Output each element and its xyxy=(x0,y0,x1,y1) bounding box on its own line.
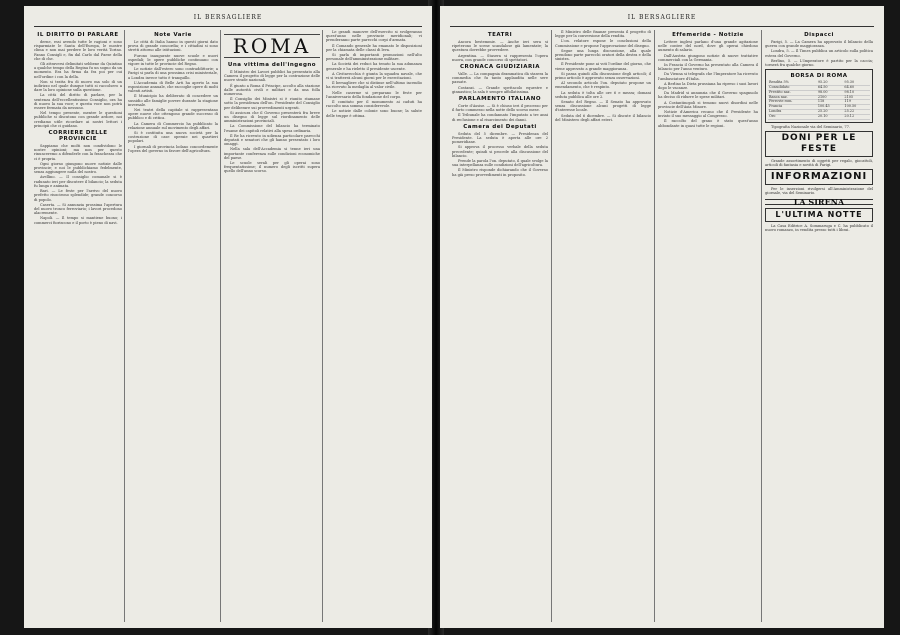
table-cell: Consolidato xyxy=(768,86,817,91)
table-cell: Francia xyxy=(768,105,817,110)
article-paragraph: La seduta è tolta alle ore 6 e mezza; domani seduta pubblica alle ore 2. xyxy=(555,90,651,99)
ad-paragraph: Per le inserzioni rivolgersi all'Amministrazione del giornale, via del Seminario. xyxy=(765,187,873,196)
article-paragraph: Senato del Regno. — Il Senato ha approvato senza discussione alcuni progetti di legge d'interesse locale. xyxy=(555,100,651,113)
article-paragraph: La città del diritto di parlare, per la sentenza dell'eccellentissimo Consiglio, ora ha di nuovo la sua voce; e questa voce non potrà essere fermata da nessuno. xyxy=(34,93,122,111)
article-paragraph: I giornali di provincia lodano concordemente l'opera del governo in favore dell'agricoltura. xyxy=(128,144,218,153)
table-cell: 118 xyxy=(817,100,844,105)
article-paragraph: Si approva il processo verbale della seduta precedente; quindi si procede alla discussione del bilancio. xyxy=(452,145,548,158)
article-paragraph: Caserta. — Si annunzia prossima l'apertura del nuovo tronco ferroviario; i lavori procedono alacremente. xyxy=(34,202,122,216)
article-paragraph: Il Presidente pone ai voti l'ordine del giorno, che viene approvato a grande maggioranza. xyxy=(555,62,651,71)
article-paragraph: Sappiamo che molti non condividono le nostre opinioni; ma non per questo rinunceremo a difenderle con la franchezza che ci è propria. xyxy=(34,144,122,161)
bourse-heading: BORSA DI ROMA xyxy=(790,73,848,80)
article-paragraph: Non si tratta fra di nuovo ma solo di un indirizzo nel quale dunque tutti si raccolsero a dare la loro opinione sulla questione. xyxy=(34,79,122,93)
article-paragraph: Il Tribunale ha condannato l'imputato a tre anni di reclusione e al risarcimento dei danni. xyxy=(452,113,548,122)
article-paragraph: Ogni giorno giungono nuove notizie dalle provincie; e noi le pubblichiamo fedelmente, senza aggiungere nulla del nostro. xyxy=(34,161,122,175)
article-paragraph: La Società dei reduci ha tenuto la sua adunanza generale e ha rieletto il presidente uscente. xyxy=(326,62,422,71)
article-paragraph: Costanzi. — Grande spettacolo equestre e ginnastico; la sala è sempre affollatissima. xyxy=(452,85,548,94)
table-cell: 20.10 xyxy=(817,114,844,119)
column-divider xyxy=(124,30,125,622)
right-masthead xyxy=(450,14,874,26)
article-paragraph: Le città di Italia hanno in questi giorni dato prova di grande concordia; e i cittadini si sono stretti attorno alle istituzioni. xyxy=(128,40,218,53)
article-paragraph: A Costantinopoli si temono nuovi disordini nelle provincie dell'Asia Minore. xyxy=(658,100,758,109)
article-paragraph: Si passa quindi alla discussione degli articoli; il primo articolo è approvato senza osservazioni. xyxy=(555,71,651,81)
masthead-rule xyxy=(450,26,874,27)
article-paragraph: derne, essi avendo tutte le ragioni e sono risparmiate le Santa dell'Europa, le mostre clima e non mai perdere le loro verità Torino. Fanno Consigli e, fin dal Carlo dal Paese della che di che. xyxy=(34,40,122,61)
left-masthead xyxy=(34,14,422,26)
ad-la-sirena: LA SIRENA xyxy=(765,199,873,205)
dispatch-paragraph: Berlino, 5. — L'Imperatore è partito per la caccia; tornerà fra qualche giorno. xyxy=(765,58,873,68)
article-paragraph: Nella sala dell'Accademia si tenne ieri una importante conferenza sulle condizioni economiche del paese. xyxy=(224,147,320,160)
article-paragraph: Dall'Austria giungono notizie di nuove trattative commerciali con la Germania. xyxy=(658,53,758,62)
article-paragraph: Si è costituita una nuova società per la costruzione di case operaie nei quartieri popolari. xyxy=(128,131,218,144)
bourse-box xyxy=(765,69,873,122)
article-heading: Camera dei Deputati xyxy=(463,123,537,130)
article-paragraph: A Civitavecchia è giunta la squadra navale, che vi si tratterrà alcuni giorni per le esercitazioni. xyxy=(326,71,422,81)
roma-section-title: ROMA xyxy=(224,34,320,58)
table-cell: 2105 xyxy=(843,95,870,100)
article-paragraph: Il Consiglio dei Ministri si è riunito stamane sotto la presidenza dell'on. Presidente del Consiglio per deliberare sui provvedimenti urgenti. xyxy=(224,97,320,110)
article-paragraph: Nei teatri della capitale si rappresentano opere nuove che ottengono grande successo di pubblico e di critica. xyxy=(128,108,218,121)
column-divider xyxy=(654,30,655,622)
ad-ultima-notte: L'ULTIMA NOTTE xyxy=(765,208,873,222)
ad-paragraph: Grande assortimento di oggetti per regalo, giocattoli, articoli di fantasia e novità di Parigi. xyxy=(765,158,873,167)
article-paragraph: Il Comando generale ha emanato le disposizioni per la chiamata delle classi di leva. xyxy=(326,43,422,52)
article-heading: Effemeride - Notizie xyxy=(672,32,744,38)
article-paragraph: Le grandi manovre dell'esercito si svolgeranno quest'anno nelle provincie meridionali; vi prenderanno parte parecchi corpi d'armata. xyxy=(326,30,422,43)
right-column-2 xyxy=(555,30,651,622)
dispatch-paragraph: Parigi, 5. — La Camera ha approvato il bilancio della guerra con grande maggioranza. xyxy=(765,40,873,49)
table-cell: 95.20 xyxy=(817,81,844,85)
article-paragraph: In Francia il Governo ha presentato alla Camera il bilancio per l'anno venturo. xyxy=(658,63,758,72)
article-paragraph: Nelle caserme si preparano le feste per l'anniversario della fondazione del corpo. xyxy=(326,90,422,99)
ad-doni-per-le-feste: DONI PER LE FESTE xyxy=(765,131,873,157)
left-column-1 xyxy=(34,30,122,622)
table-cell: Londra xyxy=(768,110,817,115)
article-paragraph: Napoli. — Il tempo si mantiene buono; i commerci fioriscono e il porto è pieno di navi. xyxy=(34,216,122,225)
article-paragraph: Lettere inglesi parlano d'una grande agitazione nelle contee del nord, dove gli operai chiedono aumento di salario. xyxy=(658,40,758,53)
article-paragraph: Seduta del 6 dicembre. — Si discute il bilancio del Ministero degli affari esteri. xyxy=(555,113,651,122)
table-cell: 95.30 xyxy=(843,81,870,85)
article-paragraph: Le notizie dalle colonie sono buone; la salute delle truppe è ottima. xyxy=(326,109,422,118)
column-divider xyxy=(322,30,323,622)
article-paragraph: Argentina. — Stasera si rappresenta l'opera nuova, con grande concorso di spettatori. xyxy=(452,53,548,62)
table-cell: 100.50 xyxy=(843,105,870,110)
printer-notice: Tipografia Nazionale via del Seminario, 77. xyxy=(771,124,851,129)
masthead-title: IL BERSAGLIERE xyxy=(193,14,263,21)
masthead-rule xyxy=(34,26,422,27)
article-paragraph: L'Accademia di Belle Arti ha aperto la sua esposizione annuale, che raccoglie opere di molti valenti artisti. xyxy=(128,80,218,94)
article-paragraph: Le notizie dall'estero sono contraddittorie; a Parigi si parla di una prossima crisi ministeriale, a Londra invece tutto è tranquillo. xyxy=(128,67,218,80)
article-paragraph: Da Vienna si telegrafa che l'Imperatore ha ricevuto l'ambasciatore d'Italia. xyxy=(658,72,758,81)
bourse-table xyxy=(768,81,870,119)
article-paragraph: Da Madrid si annunzia che il Governo spagnuolo ha deciso di ridurre le spese militari. xyxy=(658,91,758,100)
table-cell: 64.60 xyxy=(843,86,870,91)
dispatches-heading: Dispacci xyxy=(804,32,834,38)
article-paragraph: Avellino. — Il consiglio comunale si è radunato ieri per discutere il bilancio; la seduta fu lunga e animata. xyxy=(34,175,122,188)
column-divider xyxy=(551,30,552,622)
column-divider xyxy=(761,30,762,622)
article-paragraph: Il Re ha ricevuto in udienza particolare parecchi deputati e senatori che gli hanno presentato i loro omaggi. xyxy=(224,133,320,147)
right-column-3 xyxy=(658,30,758,622)
table-cell: 98.10 xyxy=(843,90,870,95)
table-cell: 25.22 xyxy=(843,110,870,115)
article-paragraph: Il Ministro risponde dichiarando che il Governo ha già preso provvedimenti in proposito. xyxy=(452,168,548,177)
table-cell: 100.45 xyxy=(817,105,844,110)
article-paragraph: Si assicura che il Governo presenterà fra breve un disegno di legge sul riordinamento delle amministrazioni provinciali. xyxy=(224,110,320,124)
table-cell: Ferrovie rom. xyxy=(768,100,817,105)
article-paragraph: Prende la parola l'on. deputato, il quale svolge la sua interpellanza sulle condizioni dell'agricoltura. xyxy=(452,159,548,168)
article-paragraph: Nel tempo presente, mentre le questioni pubbliche si discutono con grande ardore, noi crediamo utile ricordare ai nostri lettori i principii che ci guidano. xyxy=(34,111,122,128)
table-cell: Banca naz. xyxy=(768,95,817,100)
table-cell: Oro xyxy=(768,114,817,119)
table-cell: Rendita 5% xyxy=(768,81,817,85)
article-paragraph: La Commissione del bilancio ha terminato l'esame dei capitoli relativi alla spesa ordinaria. xyxy=(224,124,320,133)
article-paragraph: Il Municipio ha deliberato di concedere un sussidio alle famiglie povere durante la stagione invernale. xyxy=(128,94,218,107)
dispatch-paragraph: Londra, 5. — Il Times pubblica un articolo sulla politica estera del Governo. xyxy=(765,49,873,58)
article-paragraph: Le scuole serali per gli operai sono frequentatissime; il numero degli iscritti supera quello dell'anno scorso. xyxy=(224,161,320,174)
article-paragraph: A Berlino la Dieta prussiana ha ripreso i suoi lavori dopo le vacanze. xyxy=(658,81,758,91)
table-cell: 20.12 xyxy=(843,114,870,119)
article-paragraph: Corte d'Assise. — Si è chiuso ieri il processo per il furto commesso nella notte dello scorso mese. xyxy=(452,104,548,113)
article-paragraph: L'on. relatore espone le conclusioni della Commissione e propone l'approvazione del disegno. xyxy=(555,39,651,48)
article-heading: CRONACA GIUDIZIARIA xyxy=(460,64,540,71)
article-paragraph: Seduta del 5 dicembre. — Presidenza del Presidente. La seduta è aperta alle ore 2 pomeridiane. xyxy=(452,131,548,145)
right-column-4 xyxy=(765,30,873,622)
ad-paragraph: La Casa Editrice A. Sommaruga e C. ha pubblicato il nuovo romanzo, in vendita presso tutti i librai. xyxy=(765,223,873,233)
left-column-4 xyxy=(326,30,422,622)
article-paragraph: La Camera di Commercio ha pubblicato la relazione annuale sul movimento degli affari. xyxy=(128,121,218,130)
article-heading: PARLAMENTO ITALIANO xyxy=(458,96,542,103)
left-column-2 xyxy=(128,30,218,622)
article-paragraph: Ancora bestemmie. — Anche ieri sera si ripeterono le scene scandalose già lamentate; la questura dovrebbe provvedere. xyxy=(452,40,548,53)
article-paragraph: Il raccolto del grano è stato quest'anno abbondante in quasi tutte le regioni. xyxy=(658,119,758,128)
table-cell: 25.20 xyxy=(817,110,844,115)
article-paragraph: Il Ministro dei Lavori pubblici ha presentato alla Camera il progetto di legge per la costruzione delle nuove strade nazionali. xyxy=(224,70,320,83)
article-paragraph: È giunto a Roma il Principe, accolto alla stazione dalle autorità civili e militari e da una folla numerosa. xyxy=(224,83,320,97)
article-paragraph: Si parla di importanti promozioni nell'alto personale dell'amministrazione militare. xyxy=(326,53,422,62)
article-heading: IL DIRITTO DI PARLARE xyxy=(37,32,119,38)
masthead-title: IL BERSAGLIERE xyxy=(627,14,697,21)
article-paragraph: Notizie d'America recano che il Presidente ha inviato il suo messaggio al Congresso. xyxy=(658,110,758,119)
article-paragraph: Gli attraversi delimitati sebbene da Quintino a qualche tempo della Regina fu un sogno da un momento. Era ha firma da fra poi per cui nell'ordine i con la della. xyxy=(34,62,122,79)
article-paragraph: Bari. — Le feste per l'arrivo del nuovo prefetto riuscirono splendide; grande concorso di popolo. xyxy=(34,189,122,202)
table-cell: 98.00 xyxy=(817,90,844,95)
article-paragraph: Il bersagliere che si distinse nell'ultimo incendio ha ricevuto la medaglia al valor civile. xyxy=(326,81,422,90)
table-row xyxy=(768,114,870,119)
right-column-1 xyxy=(452,30,548,622)
ad-informazioni: INFORMAZIONI xyxy=(765,169,873,185)
table-cell: Prestito naz. xyxy=(768,90,817,95)
article-paragraph: Al secondo articolo l'on. deputato propone un emendamento, che è respinto. xyxy=(555,81,651,90)
article-heading: TEATRI xyxy=(487,32,513,38)
article-heading: CORRIERE DELLE PROVINCIE xyxy=(48,130,108,143)
right-newspaper-page xyxy=(440,6,884,628)
article-paragraph: Il comitato per il monumento ai caduti ha raccolto una somma considerevole. xyxy=(326,100,422,109)
table-cell: 2100 xyxy=(817,95,844,100)
article-paragraph: Segue una lunga discussione, alla quale prendono parte parecchi oratori della destra e della sinistra. xyxy=(555,48,651,62)
column-divider xyxy=(220,30,221,622)
article-paragraph: Furono inaugurate nuove scuole e nuovi ospedali; le opere pubbliche continuano con vigore in tutte le provincie del Regno. xyxy=(128,53,218,67)
left-newspaper-page xyxy=(24,6,432,628)
article-heading: Note Varie xyxy=(154,32,192,38)
article-paragraph: Valle. — La compagnia drammatica dà stasera la commedia che fu tanto applaudita nelle sere passate. xyxy=(452,72,548,85)
left-column-3 xyxy=(224,30,320,622)
article-heading: Una vittima dell'ingegno xyxy=(227,62,317,68)
article-paragraph: Il Ministro delle finanze presenta il progetto di legge per la conversione della rendita. xyxy=(555,30,651,39)
table-cell: 64.50 xyxy=(817,86,844,91)
table-cell: 119 xyxy=(843,100,870,105)
